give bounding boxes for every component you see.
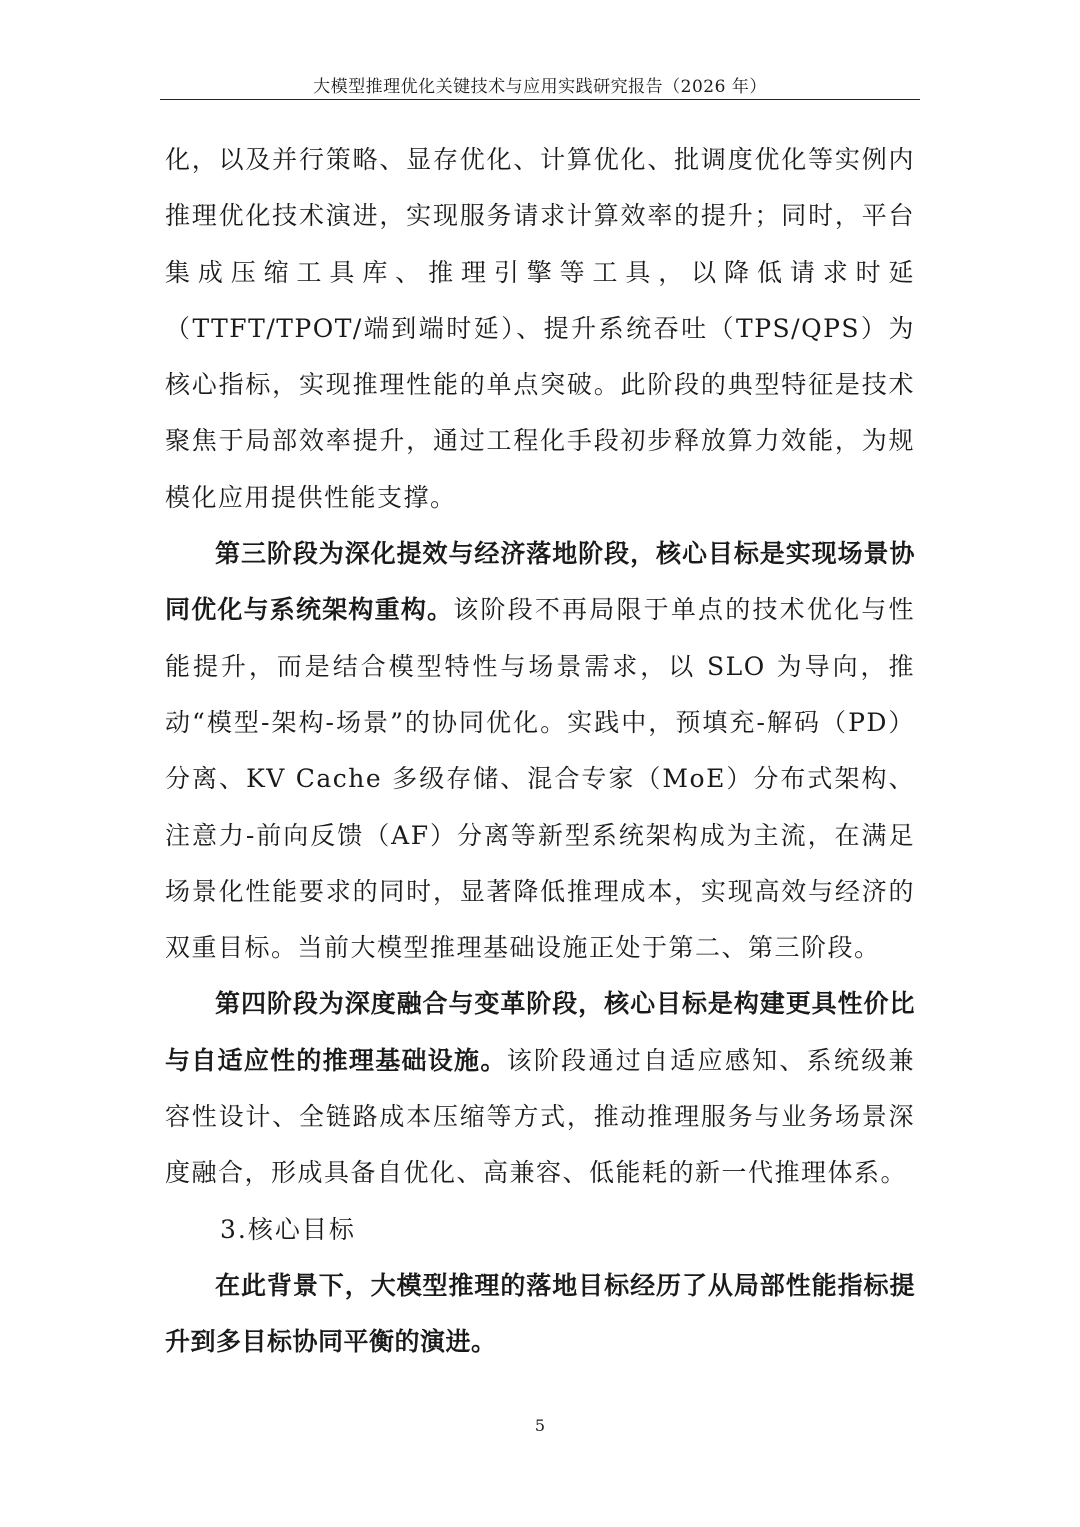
closing-paragraph: 在此背景下，大模型推理的落地目标经历了从局部性能指标提升到多目标协同平衡的演进。 bbox=[165, 1270, 915, 1357]
stage-four-body: 该阶段通过自适应感知、系统级兼容性设计、全链路成本压缩等方式，推动推理服务与业务场景深度融合，形成具备自优化、高兼容、低能耗的新一代推理体系。 bbox=[165, 1045, 915, 1188]
page-body bbox=[165, 132, 915, 1371]
body-paragraph-stage-four bbox=[165, 976, 915, 1201]
stage-three-body: 该阶段不再局限于单点的技术优化与性能提升，而是结合模型特性与场景需求，以 SLO 为导向，推动“模型-架构-场景”的协同优化。实践中，预填充-解码（PD）分离、KV Cache 多级存储、混合专家（MoE）分布式架构、注意力-前向反馈（AF）分离等新型系统架构成为主流，在满足场景化性能要求的同时，显著降低推理成本，实现高效与经济的双重目标。当前大模型推理基础设施正处于第二、第三阶段。 bbox=[165, 595, 915, 963]
stage-four-lead: 第四阶段为深度融合与变革阶段，核心目标是构建更具性价比与自适应性的推理基础设施。 bbox=[165, 989, 915, 1075]
running-header: 大模型推理优化关键技术与应用实践研究报告（2026 年） bbox=[313, 77, 767, 97]
section-heading: 3.核心目标 bbox=[220, 1214, 356, 1244]
stage-three-lead: 第三阶段为深化提效与经济落地阶段，核心目标是实现场景协同优化与系统架构重构。 bbox=[165, 539, 915, 625]
body-paragraph-stage-three bbox=[165, 526, 915, 976]
page-number: 5 bbox=[534, 1416, 546, 1435]
header-divider bbox=[160, 99, 920, 100]
body-paragraph-continuation: 化，以及并行策略、显存优化、计算优化、批调度优化等实例内推理优化技术演进，实现服务请求计算效率的提升；同时，平台集成压缩工具库、推理引擎等工具，以降低请求时延（TTFT/TPOT/端到端时延）、提升系统吞吐（TPS/QPS）为核心指标，实现推理性能的单点突破。此阶段的典型特征是技术聚焦于局部效率提升，通过工程化手段初步释放算力效能，为规模化应用提供性能支撑。 bbox=[165, 145, 915, 512]
